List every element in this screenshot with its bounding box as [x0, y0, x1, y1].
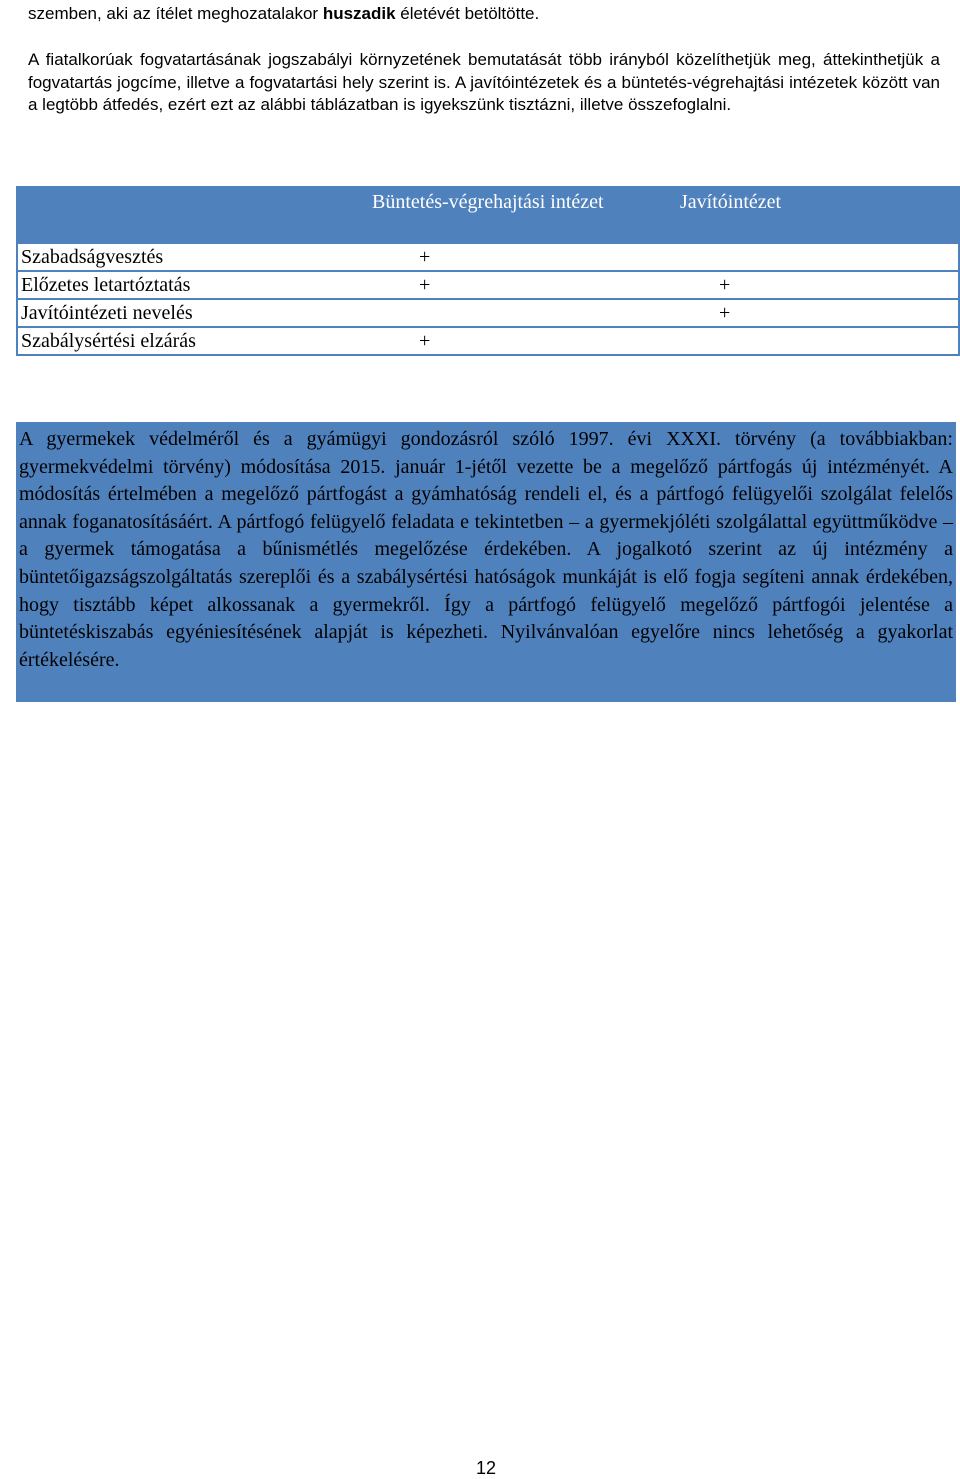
- table-row: [17, 243, 959, 271]
- table-row: [17, 271, 959, 299]
- continued-sentence-bold: huszadik: [322, 4, 396, 23]
- table-header-row: [17, 187, 959, 243]
- comparison-table: [16, 186, 958, 356]
- cell-bv: +: [367, 271, 659, 299]
- cell-javito: +: [659, 271, 959, 299]
- cell-javito: [659, 243, 959, 271]
- intro-paragraph: A fiatalkorúak fogvatartásának jogszabályi környzetének bemutatását több irányból közelíthetjük meg, áttekinthetjük a fogvatartás jogcíme, illetve a fogvatartási hely szerint is. A javítóintézetek és a büntetés-végrehajtási intézetek között van a legtöbb átfedés, ezért ezt az alábbi táblázatban is igyekszünk tisztázni, illetve összefoglalni.: [28, 50, 940, 114]
- row-label: Javítóintézeti nevelés: [17, 299, 367, 327]
- table-row: [17, 299, 959, 327]
- row-label: Előzetes letartóztatás: [17, 271, 367, 299]
- continued-sentence-start: szemben, aki az ítélet meghozatalakor: [28, 4, 323, 23]
- cell-bv: +: [367, 327, 659, 355]
- header-empty: [17, 187, 367, 243]
- continued-sentence: [28, 3, 938, 25]
- highlighted-text-box: [16, 422, 956, 702]
- table-row: [17, 327, 959, 355]
- row-label: Szabadságvesztés: [17, 243, 367, 271]
- page-number: 12: [475, 1458, 497, 1478]
- highlighted-paragraph: A gyermekek védelméről és a gyámügyi gondozásról szóló 1997. évi XXXI. törvény (a továbbiakban: gyermekvédelmi törvény) módosítása 2015. január 1-jétől vezette be a megelőző pártfogás új intézményét. A módosítás értelmében a megelőző pártfogást a gyámhatóság rendeli el, és a pártfogó felügyelői szolgálat felelős annak foganatosításáért. A pártfogó felügyelő feladata e tekintetben – a gyermekjóléti szolgálattal együttműködve – a gyermek támogatása a bűnismétlés megelőzése érdekében. A jogalkotó szerint az új intézmény a büntetőigazságszolgáltatás szereplői és a szabálysértési hatóságok munkáját is elő fogja segíteni annak érdekében, hogy tisztább képet alkossanak a gyermekről. Így a pártfogó felügyelő megelőző pártfogói jelentése a büntetéskiszabás egyéniesítésének alapját is képezheti. Nyilvánvalóan egyelőre nincs lehetőség a gyakorlat értékelésére.: [19, 428, 953, 671]
- header-javitointezet: Javítóintézet: [659, 187, 959, 243]
- cell-bv: +: [367, 243, 659, 271]
- cell-javito: [659, 327, 959, 355]
- cell-javito: +: [659, 299, 959, 327]
- continued-sentence-end: életévét betöltötte.: [395, 4, 540, 23]
- header-bv-intezet: Büntetés-végrehajtási intézet: [367, 187, 659, 243]
- row-label: Szabálysértési elzárás: [17, 327, 367, 355]
- cell-bv: [367, 299, 659, 327]
